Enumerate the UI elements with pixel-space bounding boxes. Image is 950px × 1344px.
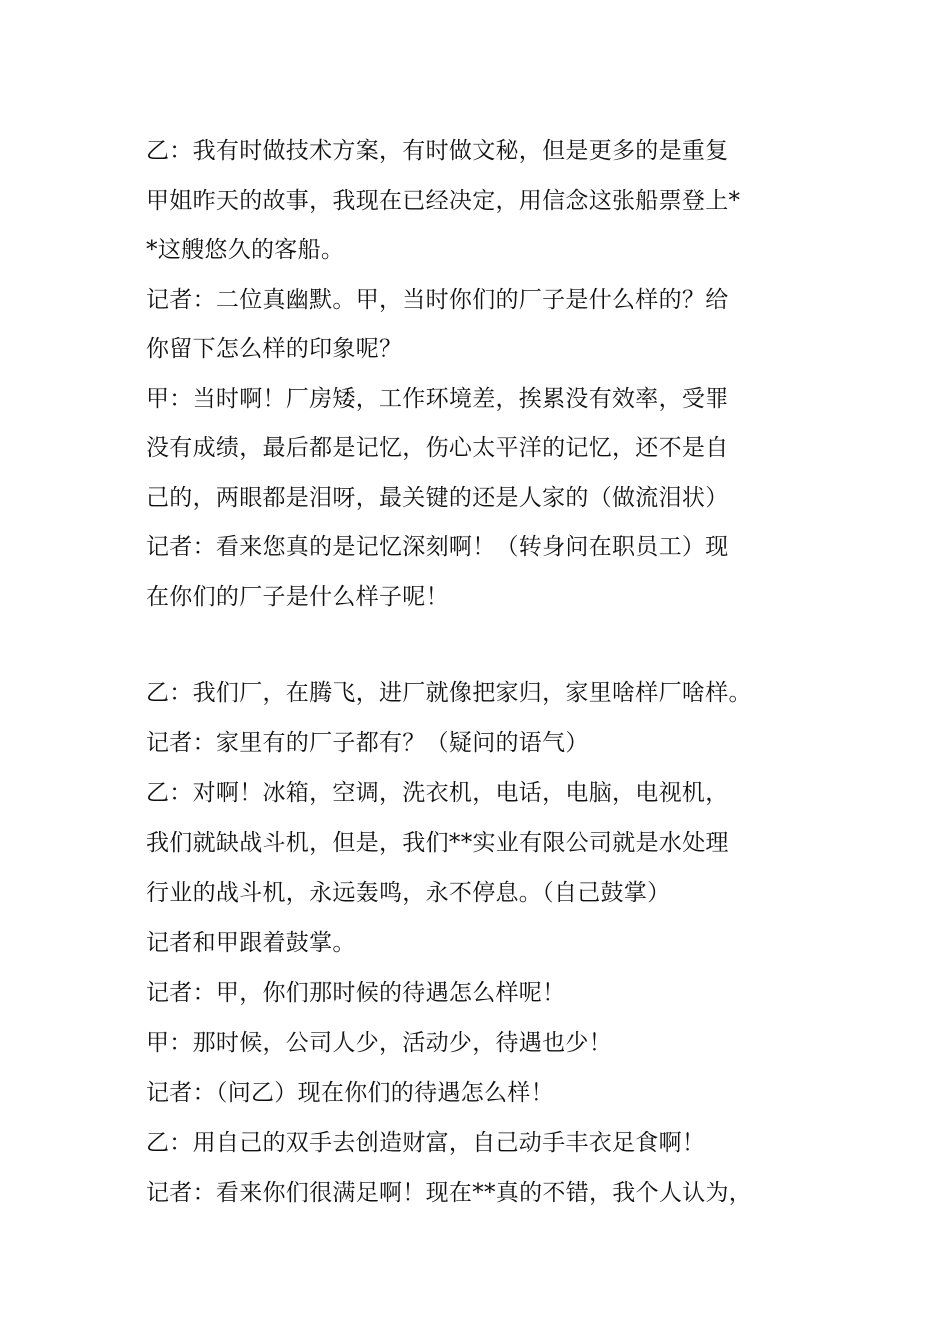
text-line: 在你们的厂子是什么样子呢！ — [146, 583, 449, 610]
text-line: 记者：看来你们很满足啊！现在**真的不错，我个人认为， — [146, 1180, 753, 1206]
text-line: 乙：对啊！冰箱，空调，洗衣机，电话，电脑，电视机， — [146, 780, 729, 806]
dialogue-section-2 — [146, 668, 806, 1218]
text-line: 你留下怎么样的印象呢？ — [146, 336, 403, 362]
text-line: 记者：（问乙）现在你们的待遇怎么样！ — [146, 1080, 554, 1106]
text-line: 甲姐昨天的故事，我现在已经决定，用信念这张船票登上* — [146, 187, 741, 214]
text-line: 记者：甲，你们那时候的待遇怎么样呢！ — [146, 980, 566, 1006]
text-line: *这艘悠久的客船。 — [146, 237, 345, 263]
text-line: 己的，两眼都是泪呀，最关键的还是人家的（做流泪状） — [146, 484, 729, 511]
text-line: 甲：当时啊！厂房矮，工作环境差，挨累没有效率，受罪 — [146, 385, 729, 412]
text-line: 乙：用自己的双手去创造财富，自己动手丰衣足食啊！ — [146, 1130, 706, 1156]
dialogue-section-1 — [146, 127, 806, 622]
text-line: 我们就缺战斗机，但是，我们**实业有限公司就是水处理 — [146, 830, 729, 856]
text-line: 记者：家里有的厂子都有？（疑问的语气） — [146, 730, 589, 756]
text-line: 甲：那时候，公司人少，活动少，待遇也少！ — [146, 1030, 612, 1056]
text-line: 记者：二位真幽默。甲，当时你们的厂子是什么样的？给 — [146, 286, 729, 313]
text-line: 乙：我有时做技术方案，有时做文秘，但是更多的是重复 — [146, 138, 729, 164]
text-line: 记者：看来您真的是记忆深刻啊！（转身问在职员工）现 — [146, 534, 729, 560]
text-line: 没有成绩，最后都是记忆，伤心太平洋的记忆，还不是自 — [146, 435, 729, 461]
text-line: 乙：我们厂，在腾飞，进厂就像把家归，家里啥样厂啥样。 — [146, 680, 752, 706]
text-line: 行业的战斗机，永远轰鸣，永不停息。（自己鼓掌） — [146, 880, 671, 906]
text-line: 记者和甲跟着鼓掌。 — [146, 930, 356, 956]
